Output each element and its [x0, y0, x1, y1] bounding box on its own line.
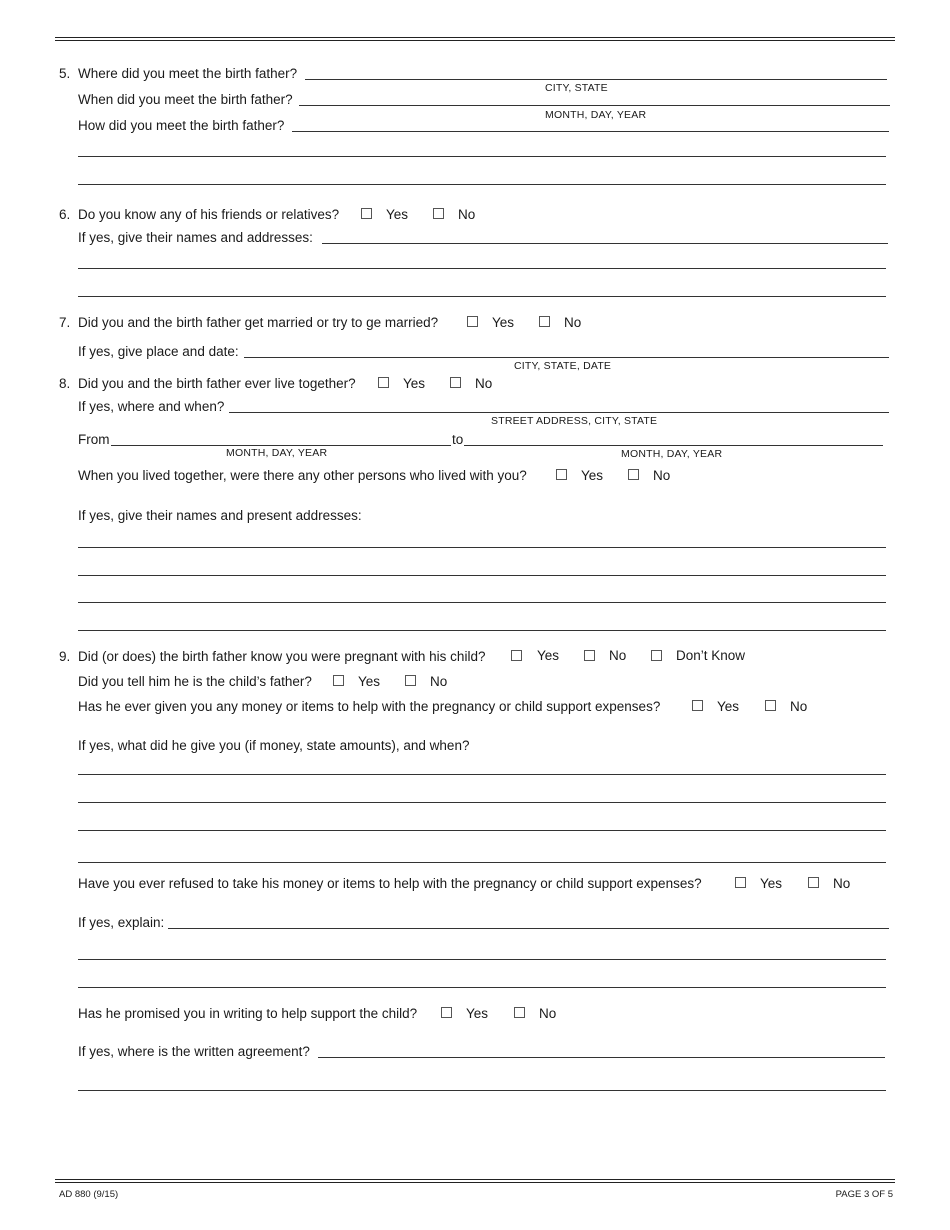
header-rule-bottom — [55, 40, 895, 41]
q9-refused-yes-checkbox[interactable] — [735, 877, 746, 888]
q5-when-caption: MONTH, DAY, YEAR — [545, 109, 647, 121]
q6-number: 6. — [59, 207, 71, 222]
q9-promised-yes-checkbox[interactable] — [441, 1007, 452, 1018]
q9-agreement-line-2[interactable] — [78, 1090, 886, 1091]
q9-knew-dont-know-label: Don’t Know — [676, 648, 746, 663]
q9-refused-no-checkbox[interactable] — [808, 877, 819, 888]
q9-knew-dont-know-checkbox[interactable] — [651, 650, 662, 661]
q7-question: Did you and the birth father get married or try to ge married? — [78, 315, 439, 330]
q9-promised-no-label: No — [539, 1006, 557, 1021]
q9-knew-no-label: No — [609, 648, 627, 663]
q9-promised-question: Has he promised you in writing to help support the child? — [78, 1006, 418, 1021]
q7-yes-checkbox[interactable] — [467, 316, 478, 327]
q8-to-field[interactable] — [464, 445, 883, 446]
q5-how-line-2[interactable] — [78, 156, 886, 157]
q5-where-field[interactable] — [305, 79, 887, 80]
q9-told-no-label: No — [430, 674, 448, 689]
q9-given-yes-label: Yes — [717, 699, 740, 714]
q8-others-yes-checkbox[interactable] — [556, 469, 567, 480]
q9-explain-line-2[interactable] — [78, 959, 886, 960]
q9-given-yes-checkbox[interactable] — [692, 700, 703, 711]
q8-from-field[interactable] — [111, 445, 451, 446]
q9-knew-question: Did (or does) the birth father know you were pregnant with his child? — [78, 649, 486, 664]
q6-no-checkbox[interactable] — [433, 208, 444, 219]
q8-yes-label: Yes — [403, 376, 426, 391]
q5-how-field[interactable] — [292, 131, 889, 132]
q9-given-line-1[interactable] — [78, 774, 886, 775]
q8-no-label: No — [475, 376, 493, 391]
q9-refused-yes-label: Yes — [760, 876, 783, 891]
q9-refused-no-label: No — [833, 876, 851, 891]
footer-rule-top — [55, 1179, 895, 1180]
q9-explain-field[interactable] — [168, 928, 889, 929]
q9-refused-question: Have you ever refused to take his money or items to help with the pregnancy or child support expenses? — [78, 876, 702, 891]
q5-how-label: How did you meet the birth father? — [78, 118, 285, 133]
q9-given-no-label: No — [790, 699, 808, 714]
q7-no-label: No — [564, 315, 582, 330]
q9-number: 9. — [59, 649, 71, 664]
q7-if-yes-label: If yes, give place and date: — [78, 344, 239, 359]
q7-yes-label: Yes — [492, 315, 515, 330]
q8-others-line-1[interactable] — [78, 547, 886, 548]
q8-others-no-checkbox[interactable] — [628, 469, 639, 480]
q8-from-caption: MONTH, DAY, YEAR — [226, 447, 328, 459]
q8-others-line-4[interactable] — [78, 630, 886, 631]
q6-yes-label: Yes — [386, 207, 409, 222]
q8-from-label: From — [78, 432, 110, 447]
q6-names-line-3[interactable] — [78, 296, 886, 297]
q8-address-caption: STREET ADDRESS, CITY, STATE — [491, 415, 658, 427]
form-id: AD 880 (9/15) — [59, 1189, 119, 1200]
q6-names-line-2[interactable] — [78, 268, 886, 269]
q5-number: 5. — [59, 66, 71, 81]
q7-number: 7. — [59, 315, 71, 330]
q5-when-field[interactable] — [299, 105, 890, 106]
q5-when-label: When did you meet the birth father? — [78, 92, 293, 107]
q9-given-line-3[interactable] — [78, 830, 886, 831]
q5-how-line-3[interactable] — [78, 184, 886, 185]
q7-place-date-field[interactable] — [244, 357, 889, 358]
q6-names-field[interactable] — [322, 243, 888, 244]
q9-explain-line-3[interactable] — [78, 987, 886, 988]
q8-question: Did you and the birth father ever live together? — [78, 376, 356, 391]
q9-explain-label: If yes, explain: — [78, 915, 165, 930]
q6-yes-checkbox[interactable] — [361, 208, 372, 219]
q8-others-no-label: No — [653, 468, 671, 483]
q9-given-line-4[interactable] — [78, 862, 886, 863]
q9-told-no-checkbox[interactable] — [405, 675, 416, 686]
q8-if-yes-label: If yes, where and when? — [78, 399, 225, 414]
q9-agreement-field[interactable] — [318, 1057, 885, 1058]
q9-told-question: Did you tell him he is the child’s father? — [78, 674, 312, 689]
q8-others-line-2[interactable] — [78, 575, 886, 576]
q7-no-checkbox[interactable] — [539, 316, 550, 327]
page-number: PAGE 3 OF 5 — [835, 1189, 893, 1200]
q9-promised-no-checkbox[interactable] — [514, 1007, 525, 1018]
q9-given-line-2[interactable] — [78, 802, 886, 803]
q8-number: 8. — [59, 376, 71, 391]
q8-others-line-3[interactable] — [78, 602, 886, 603]
q9-knew-no-checkbox[interactable] — [584, 650, 595, 661]
q8-address-field[interactable] — [229, 412, 889, 413]
q8-others-if-yes-label: If yes, give their names and present addresses: — [78, 508, 362, 523]
q6-if-yes-label: If yes, give their names and addresses: — [78, 230, 313, 245]
q6-no-label: No — [458, 207, 476, 222]
footer-rule-bottom — [55, 1182, 895, 1183]
q8-yes-checkbox[interactable] — [378, 377, 389, 388]
q9-given-if-yes-label: If yes, what did he give you (if money, state amounts), and when? — [78, 738, 470, 753]
q8-to-caption: MONTH, DAY, YEAR — [621, 448, 723, 460]
header-rule-top — [55, 37, 895, 38]
q9-knew-yes-label: Yes — [537, 648, 560, 663]
q9-told-yes-checkbox[interactable] — [333, 675, 344, 686]
q8-others-yes-label: Yes — [581, 468, 604, 483]
q9-given-no-checkbox[interactable] — [765, 700, 776, 711]
q9-told-yes-label: Yes — [358, 674, 381, 689]
q5-where-caption: CITY, STATE — [545, 82, 608, 94]
q7-caption: CITY, STATE, DATE — [514, 360, 612, 372]
q8-others-question: When you lived together, were there any other persons who lived with you? — [78, 468, 527, 483]
q9-given-question: Has he ever given you any money or items to help with the pregnancy or child support expenses? — [78, 699, 661, 714]
q9-agreement-label: If yes, where is the written agreement? — [78, 1044, 310, 1059]
q9-promised-yes-label: Yes — [466, 1006, 489, 1021]
q5-where-label: Where did you meet the birth father? — [78, 66, 298, 81]
q9-knew-yes-checkbox[interactable] — [511, 650, 522, 661]
q6-question: Do you know any of his friends or relatives? — [78, 207, 340, 222]
q8-to-label: to — [452, 432, 464, 447]
q8-no-checkbox[interactable] — [450, 377, 461, 388]
